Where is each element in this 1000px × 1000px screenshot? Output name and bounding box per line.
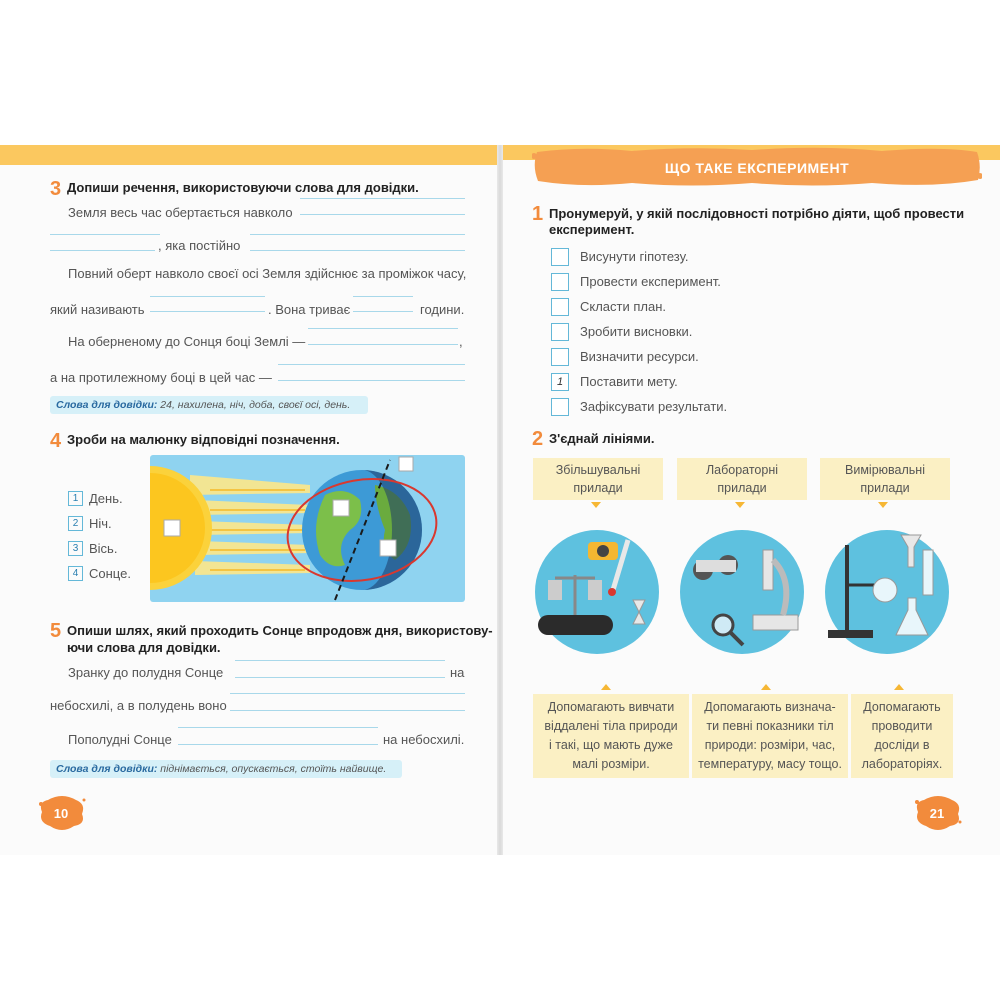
order-input[interactable] [551,398,569,416]
task5-line1: Зранку до полудня Сонце [68,665,224,680]
list-item-label: Висунути гіпотезу. [580,249,689,264]
description-line: лабораторіях. [861,757,943,771]
list-item-label: Визначити ресурси. [580,349,699,364]
scales-icon [538,615,613,635]
task2-number: 2 [532,428,544,450]
list-item [551,369,727,394]
answer-line[interactable] [300,198,465,199]
list-item-label: Зробити висновки. [580,324,693,339]
task5-line5: на небосхилі. [383,732,465,747]
task1-number: 1 [532,203,544,225]
arrow-down-icon [591,502,601,508]
hint-label: Слова для довідки: [56,399,158,411]
order-input[interactable] [551,348,569,366]
answer-line[interactable] [353,296,413,297]
answer-line[interactable] [278,364,465,365]
description-line: природи: розміри, час, [704,738,836,752]
category-card-magnifying[interactable] [533,458,663,500]
task3-comma: , [459,334,463,349]
answer-line[interactable] [235,677,445,678]
task5-line4: Пополудні Сонце [68,732,172,747]
answer-line[interactable] [353,311,413,312]
answer-line[interactable] [250,234,465,235]
legend-item [68,486,131,511]
task3-line4: який називають [50,302,145,317]
arrow-up-icon [894,684,904,690]
answer-line[interactable] [278,380,465,381]
category-label: Лабораторні [705,463,779,477]
arrow-down-icon [735,502,745,508]
description-card[interactable] [692,694,848,778]
description-card[interactable] [533,694,689,778]
task5-line2: на [450,665,465,680]
hint-words: 24, нахилена, ніч, доба, своєї осі, день. [160,399,351,411]
list-item-label: Скласти план. [580,299,667,314]
legend-item [68,561,131,586]
legend-number: 4 [68,566,83,581]
legend-item [68,511,131,536]
list-item-label: Провести експеримент. [580,274,721,289]
answer-line[interactable] [178,727,378,728]
description-line: температуру, масу тощо. [698,757,842,771]
list-item [551,344,727,369]
task3-number: 3 [50,178,62,200]
book-spine [497,145,503,855]
label-box[interactable] [333,500,349,516]
answer-line[interactable] [178,744,378,745]
section-header: ЩО ТАКЕ ЕКСПЕРИМЕНТ [664,160,850,176]
task3-line2: , яка постійно [158,238,241,253]
description-line: і такі, що мають дуже [549,738,673,752]
order-input[interactable]: 1 [551,373,569,391]
arrow-down-icon [878,502,888,508]
legend-label: Сонце. [89,566,131,581]
task3-line7: На оберненому до Сонця боці Землі — [68,334,306,349]
legend-number: 1 [68,491,83,506]
magnifying-tools-illustration [678,520,806,660]
list-item [551,394,727,419]
sun-earth-illustration [150,455,465,602]
answer-line[interactable] [300,214,465,215]
description-line: віддалені тіла природи [544,719,678,733]
task4-legend [68,486,131,586]
list-item [551,319,727,344]
task1-title-line2: експеримент. [549,222,635,237]
category-label: прилади [717,481,767,495]
task5-title-line2: ючи слова для довідки. [67,640,221,655]
lab-tools-illustration [823,520,951,660]
description-line: Допомагають визнача- [704,700,836,714]
answer-line[interactable] [235,660,445,661]
answer-line[interactable] [250,250,465,251]
page-number: 10 [53,805,69,821]
task5-hint-box [50,760,402,778]
category-card-measuring[interactable] [820,458,950,500]
list-item [551,244,727,269]
task1-title-line1: Пронумеруй, у якій послідовності потрібно діяти, щоб провести [549,206,965,221]
task3-line5: . Вона триває [268,302,351,317]
legend-label: Ніч. [89,516,112,531]
list-item-label: Поставити мету. [580,374,678,389]
task3-hint-box [50,396,368,414]
task5-title-line1: Опиши шлях, який проходить Сонце впродовж дня, використову- [67,623,493,638]
legend-number: 3 [68,541,83,556]
order-input[interactable] [551,273,569,291]
label-box[interactable] [399,457,413,471]
task5-line3: небосхилі, а в полудень воно [50,698,227,713]
description-line: Допомагають [863,700,941,714]
task3-title: Допиши речення, використовуючи слова для довідки. [67,180,419,195]
order-input[interactable] [551,323,569,341]
left-top-banner [0,145,497,165]
task4-title: Зроби на малюнку відповідні позначення. [67,432,340,447]
legend-item [68,536,131,561]
task4-number: 4 [50,430,62,452]
description-line: проводити [871,719,933,733]
label-box[interactable] [164,520,180,536]
category-label: прилади [860,481,910,495]
list-item [551,269,727,294]
task1-list [551,244,727,419]
task5-number: 5 [50,620,62,642]
answer-line[interactable] [150,296,265,297]
legend-number: 2 [68,516,83,531]
arrow-up-icon [761,684,771,690]
answer-line[interactable] [150,311,265,312]
task3-line1: Земля весь час обертається навколо [68,205,293,220]
answer-line[interactable] [50,234,160,235]
hint-words: піднімається, опускається, стоїть найвище. [160,763,387,775]
answer-line[interactable] [230,710,465,711]
task3-line6: години. [420,302,465,317]
answer-line[interactable] [230,693,465,694]
category-label: Збільшувальні [555,463,641,477]
category-label: Вимірювальні [845,463,925,477]
legend-label: Вісь. [89,541,118,556]
description-card[interactable] [851,694,953,778]
label-box[interactable] [380,540,396,556]
answer-line[interactable] [308,328,458,329]
task3-line3: Повний оберт навколо своєї осі Земля здійснює за проміжок часу, [68,266,467,281]
page-number: 21 [929,805,945,821]
answer-line[interactable] [50,250,155,251]
category-card-laboratory[interactable] [677,458,807,500]
list-item [551,294,727,319]
order-input[interactable] [551,248,569,266]
legend-label: День. [89,491,123,506]
task2-title: З'єднай лініями. [549,431,655,446]
task3-line8: а на протилежному боці в цей час — [50,370,272,385]
measuring-tools-illustration [533,520,661,660]
description-line: досліди в [874,738,930,752]
description-line: Допомагають вивчати [547,700,675,714]
category-label: прилади [573,481,623,495]
order-input[interactable] [551,298,569,316]
hint-label: Слова для довідки: [56,763,158,775]
answer-line[interactable] [308,344,458,345]
arrow-up-icon [601,684,611,690]
list-item-label: Зафіксувати результати. [580,399,728,414]
description-line: малі розміри. [572,757,650,771]
description-line: ти певні показники тіл [706,719,834,733]
